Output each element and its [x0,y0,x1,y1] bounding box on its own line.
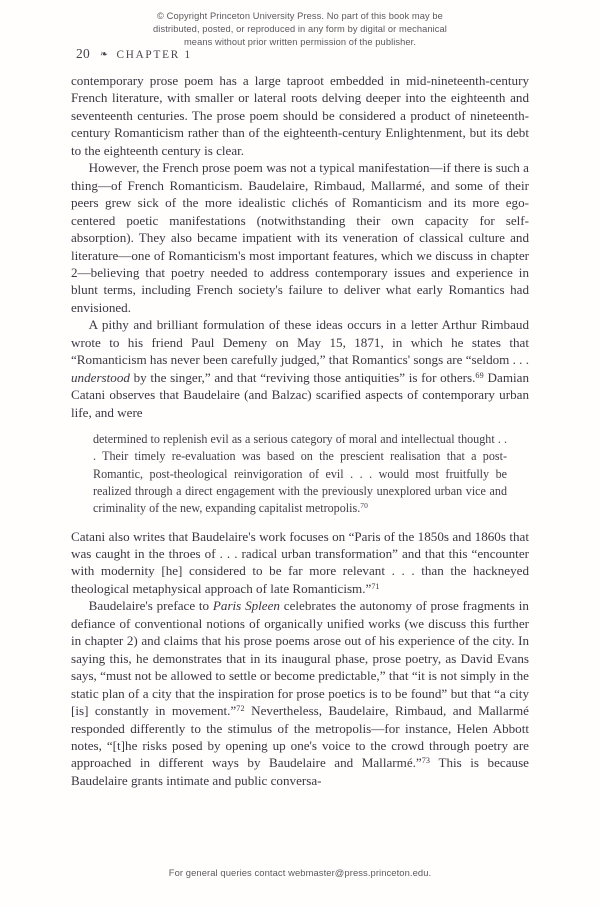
paragraph-2: However, the French prose poem was not a typical manifestation—if there is such a thing—of French Romanticism. Baudelaire, Rimbaud, Mallarmé, and some of their peers grew sick of the more idealistic clichés of Romanticism and its more ego-centered poetic manifestations (notwithstanding their own capacity for self-absorption). They also became impatient with its veneration of classical culture and literature—one of Romanticism's most important features, which we discuss in chapter 2—believing that poetry needed to address contemporary issues and experience in blunt terms, including French society's failure to deliver what early Romantics had envisioned. [71,160,529,315]
paragraph-4-text: Catani also writes that Baudelaire's work focuses on “Paris of the 1850s and 1860s that was caught in the throes of . . . radical urban transformation” and that this “encounter with modernity [he] considered to be far more relevant . . . than the hackneyed theological metaphysical approach of late Romanticism.” [71,528,529,596]
paragraph-5-text-d: This is because Baudelaire grants intimate and public conversa- [71,755,529,788]
fleuron-ornament-icon: ❧ [100,50,108,60]
paragraph-3-emphasis: understood [71,369,130,385]
copyright-line-3: means without prior written permission of the publisher. [183,37,417,48]
copyright-line-2: distributed, posted, or reproduced in any form by digital or mechanical [153,24,447,35]
footnote-marker-73: 73 [421,756,431,766]
copyright-line-1: © Copyright Princeton University Press. No part of this book may be [157,11,443,21]
footnote-marker-70: 70 [360,501,369,511]
paragraph-3-text-b: by the singer,” and that “reviving those antiquities” is for others. [129,369,476,385]
block-quotation-body: determined to replenish evil as a serious category of moral and intellectual thought . . . Their timely re-evaluation was based on the prescient realisation that a post-Romantic, post-theological reinvigoration of evil . . . would most fruitfully be realized through a direct engagement with the previously unexplored urban vice and criminality of the new, expanding capitalist metropolis. [93,432,507,516]
paragraph-3-text-c: Damian Catani observes that Baudelaire (and Balzac) scarified aspects of contemporary urban life, and were [71,369,529,420]
block-quotation-text [93,431,507,517]
block-quotation [71,431,529,517]
copyright-notice [0,10,600,50]
paragraph-5-text-b: celebrates the autonomy of prose fragments in defiance of conventional notions of organically unified works (we discuss this further in chapter 2) and claims that his prose poems arose out of his experience of the city. In saying this, he demonstrates that in its inaugural phase, prose poetry, as David Evans says, “must not be allowed to settle or become predictable,” that “it is not simply in the static plan of a city that the inspiration for prose poetics is to be found” but that “a city [is] constantly in movement.” [71,598,529,719]
paragraph-5-text-c: Nevertheless, Baudelaire, Rimbaud, and Mallarmé responded differently to the stimulus of the metropolis—for instance, Helen Abbott notes, “[t]he risks posed by opening up one's voice to the crowd through poetry are approached in different ways by Baudelaire and Mallarmé.” [71,703,529,771]
footnote-marker-72: 72 [236,703,245,713]
paragraph-5-text-a: Baudelaire's preface to [88,598,213,614]
page-footer: For general queries contact webmaster@press.princeton.edu. [168,867,432,878]
paragraph-1: contemporary prose poem has a large taproot embedded in mid-nineteenth-century French literature, with smaller or lateral roots delving deeper into the eighteenth and seventeenth centuries. The prose poem should be considered a product of nineteenth-century Romanticism rather than of the eighteenth-century Enlightenment, but its debt to the eighteenth century is clear. [71,73,529,158]
paragraph-5-work-title: Paris Spleen [212,598,280,614]
page-number: 20 [76,46,91,61]
chapter-label: CHAPTER 1 [116,49,192,61]
footnote-marker-69: 69 [475,370,484,380]
running-head [76,46,192,62]
paragraph-3-text-a: A pithy and brilliant formulation of these ideas occurs in a letter Arthur Rimbaud wrote to his friend Paul Demeny on May 15, 1871, in which he states that “Romanticism has never been carefully judged,” that Romantics' songs are “seldom . . . [71,317,529,368]
body-text-block [71,72,529,789]
paragraph-4 [71,528,529,598]
paragraph-5 [71,597,529,789]
footnote-marker-71: 71 [371,581,380,591]
paragraph-3 [71,316,529,421]
